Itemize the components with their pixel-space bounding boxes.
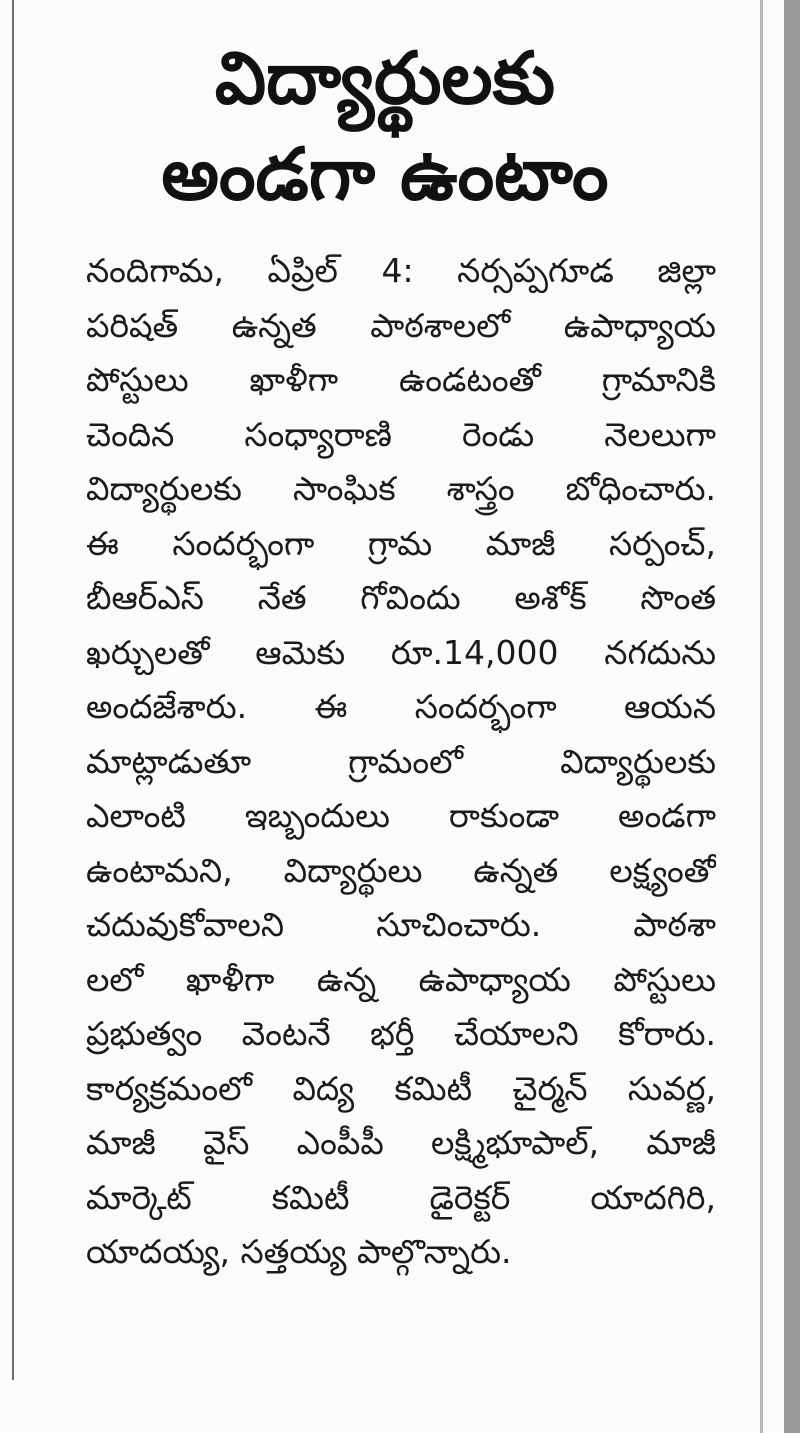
article-line: ప్రభుత్వం వెంటనే భర్తీ చేయాలని కోరారు.: [86, 1014, 716, 1053]
article-line: మాజీ వైస్ ఎంపీపీ లక్ష్మిభూపాల్, మాజీ: [86, 1123, 716, 1162]
article-line: ఈ సందర్భంగా గ్రామ మాజీ సర్పంచ్,: [86, 523, 716, 563]
headline-line-1: విద్యార్థులకు: [214, 36, 556, 120]
article-line: విద్యార్థులకు సాంఘిక శాస్త్రం బోధించారు.: [86, 469, 716, 508]
column-rule-right: [760, 0, 763, 1433]
previous-article-fragment: [210, 0, 610, 8]
article-line: ఎలాంటి ఇబ్బందులు రాకుండా అండగా: [86, 796, 716, 835]
article-line: నందిగామ, ఏప్రిల్ 4: నర్సప్పగూడ జిల్లా: [86, 251, 716, 290]
article-line: మార్కెట్ కమిటీ డైరెక్టర్ యాదగిరి,: [86, 1177, 716, 1217]
article-line: కార్యక్రమంలో విద్య కమిటీ చైర్మన్ సువర్ణ,: [86, 1068, 716, 1108]
headline: [30, 30, 740, 222]
article-line: మాట్లాడుతూ గ్రామంలో విద్యార్థులకు: [86, 741, 716, 781]
page-edge: [784, 0, 800, 1433]
article-line: ఖర్చులతో ఆమెకు రూ.14,000 నగదును: [86, 632, 716, 672]
article-body: [86, 244, 716, 1280]
article-line: పరిషత్ ఉన్నత పాఠశాలలో ఉపాధ్యాయ: [86, 305, 716, 345]
article-line: అందజేశారు. ఈ సందర్భంగా ఆయన: [86, 687, 716, 726]
headline-line-2: అండగా ఉంటాం: [161, 132, 609, 216]
article-line: పోస్టులు ఖాళీగా ఉండటంతో గ్రామానికి: [86, 360, 716, 399]
article-line: చదువుకోవాలని సూచించారు. పాఠశా: [86, 905, 716, 944]
column-rule-left: [12, 0, 14, 1380]
article-line: బీఆర్ఎస్ నేత గోవిందు అశోక్ సొంత: [86, 578, 716, 617]
article-line: ఉంటామని, విద్యార్థులు ఉన్నత లక్ష్యంతో: [86, 850, 716, 890]
article-line: చెందిన సంధ్యారాణి రెండు నెలలుగా: [86, 414, 716, 454]
article-line: యాదయ్య, సత్తయ్య పాల్గొన్నారు.: [86, 1232, 512, 1271]
article-line: లలో ఖాళీగా ఉన్న ఉపాధ్యాయ పోస్టులు: [86, 959, 716, 999]
